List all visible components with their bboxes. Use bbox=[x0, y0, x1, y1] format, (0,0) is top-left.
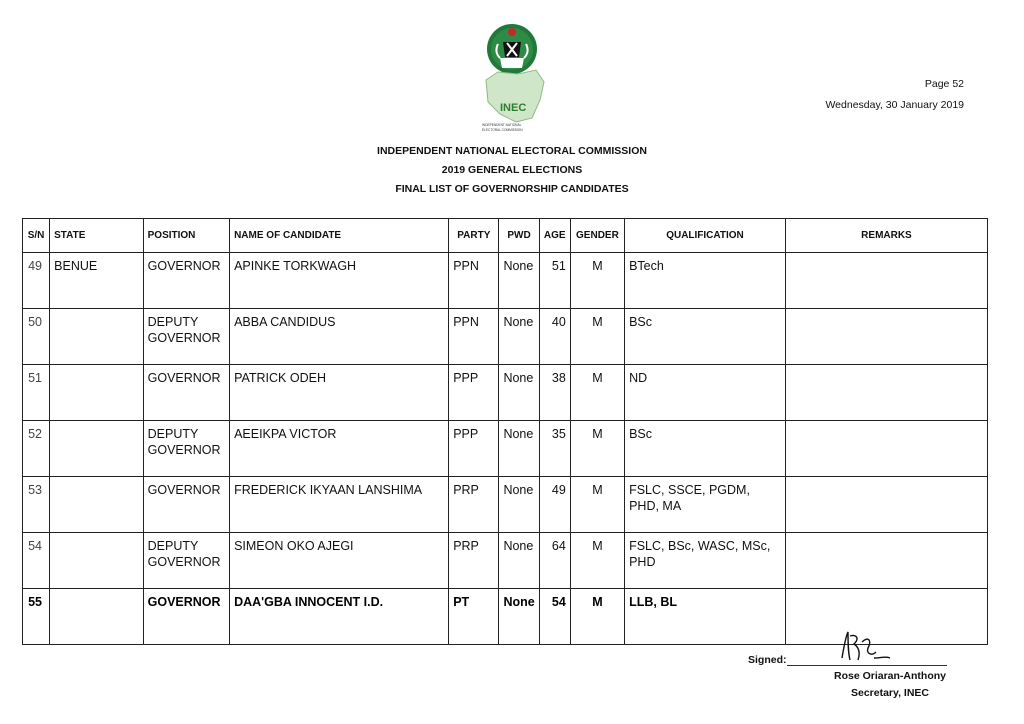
cell-party: PRP bbox=[449, 477, 499, 533]
cell-pwd: None bbox=[499, 589, 539, 645]
cell-gender: M bbox=[570, 253, 624, 309]
cell-state bbox=[50, 421, 143, 477]
cell-party: PPN bbox=[449, 309, 499, 365]
cell-gender: M bbox=[570, 477, 624, 533]
cell-sn: 52 bbox=[23, 421, 50, 477]
cell-pwd: None bbox=[499, 533, 539, 589]
page-meta bbox=[825, 74, 964, 116]
signed-label: Signed: bbox=[748, 654, 787, 666]
cell-name: DAA'GBA INNOCENT I.D. bbox=[230, 589, 449, 645]
cell-position: GOVERNOR bbox=[143, 365, 229, 421]
signer-title: Secretary, INEC bbox=[850, 687, 929, 699]
cell-party: PRP bbox=[449, 533, 499, 589]
col-header-remarks: REMARKS bbox=[785, 219, 987, 253]
cell-position: DEPUTY GOVERNOR bbox=[143, 309, 229, 365]
cell-gender: M bbox=[570, 365, 624, 421]
cell-name: ABBA CANDIDUS bbox=[230, 309, 449, 365]
cell-sn: 54 bbox=[23, 533, 50, 589]
cell-age: 40 bbox=[539, 309, 570, 365]
signer-block bbox=[780, 668, 1000, 702]
cell-state bbox=[50, 309, 143, 365]
cell-qualification: BTech bbox=[625, 253, 786, 309]
cell-party: PPN bbox=[449, 253, 499, 309]
cell-pwd: None bbox=[499, 421, 539, 477]
title-elections: 2019 GENERAL ELECTIONS bbox=[441, 164, 583, 176]
col-header-name: NAME OF CANDIDATE bbox=[230, 219, 449, 253]
cell-state bbox=[50, 477, 143, 533]
cell-sn: 53 bbox=[23, 477, 50, 533]
cell-gender: M bbox=[570, 533, 624, 589]
cell-sn: 55 bbox=[23, 589, 50, 645]
cell-party: PPP bbox=[449, 421, 499, 477]
col-header-age: AGE bbox=[539, 219, 570, 253]
cell-remarks bbox=[785, 365, 987, 421]
table-header-row bbox=[23, 219, 988, 253]
cell-name: SIMEON OKO AJEGI bbox=[230, 533, 449, 589]
cell-age: 38 bbox=[539, 365, 570, 421]
cell-name: FREDERICK IKYAAN LANSHIMA bbox=[230, 477, 449, 533]
document-title bbox=[0, 142, 1024, 199]
table-row bbox=[23, 309, 988, 365]
signature-line bbox=[787, 665, 947, 666]
table-row bbox=[23, 477, 988, 533]
title-list: FINAL LIST OF GOVERNORSHIP CANDIDATES bbox=[395, 183, 629, 195]
handwritten-signature bbox=[838, 628, 892, 668]
print-date: Wednesday, 30 January 2019 bbox=[825, 99, 964, 111]
cell-pwd: None bbox=[499, 365, 539, 421]
cell-qualification: BSc bbox=[625, 421, 786, 477]
cell-state: BENUE bbox=[50, 253, 143, 309]
cell-state bbox=[50, 533, 143, 589]
col-header-party: PARTY bbox=[449, 219, 499, 253]
cell-gender: M bbox=[570, 421, 624, 477]
cell-age: 51 bbox=[539, 253, 570, 309]
cell-remarks bbox=[785, 253, 987, 309]
cell-party: PT bbox=[449, 589, 499, 645]
cell-pwd: None bbox=[499, 477, 539, 533]
cell-state bbox=[50, 589, 143, 645]
cell-position: GOVERNOR bbox=[143, 477, 229, 533]
cell-age: 54 bbox=[539, 589, 570, 645]
cell-sn: 50 bbox=[23, 309, 50, 365]
cell-qualification: FSLC, BSc, WASC, MSc, PHD bbox=[625, 533, 786, 589]
col-header-pwd: PWD bbox=[499, 219, 539, 253]
table-row bbox=[23, 533, 988, 589]
logo-text: INEC bbox=[500, 102, 527, 114]
candidates-table bbox=[22, 218, 988, 645]
cell-pwd: None bbox=[499, 253, 539, 309]
cell-position: DEPUTY GOVERNOR bbox=[143, 533, 229, 589]
cell-remarks bbox=[785, 421, 987, 477]
cell-qualification: LLB, BL bbox=[625, 589, 786, 645]
cell-name: AEEIKPA VICTOR bbox=[230, 421, 449, 477]
title-commission: INDEPENDENT NATIONAL ELECTORAL COMMISSION bbox=[377, 145, 647, 157]
cell-name: PATRICK ODEH bbox=[230, 365, 449, 421]
cell-position: GOVERNOR bbox=[143, 253, 229, 309]
cell-qualification: FSLC, SSCE, PGDM, PHD, MA bbox=[625, 477, 786, 533]
table-row bbox=[23, 365, 988, 421]
cell-remarks bbox=[785, 309, 987, 365]
cell-sn: 51 bbox=[23, 365, 50, 421]
cell-age: 49 bbox=[539, 477, 570, 533]
cell-remarks bbox=[785, 533, 987, 589]
cell-position: GOVERNOR bbox=[143, 589, 229, 645]
cell-qualification: BSc bbox=[625, 309, 786, 365]
cell-age: 64 bbox=[539, 533, 570, 589]
cell-remarks bbox=[785, 477, 987, 533]
svg-text:ELECTORAL COMMISSION: ELECTORAL COMMISSION bbox=[482, 128, 523, 132]
cell-gender: M bbox=[570, 589, 624, 645]
cell-qualification: ND bbox=[625, 365, 786, 421]
signer-name: Rose Oriaran-Anthony bbox=[833, 670, 946, 682]
col-header-qualification: QUALIFICATION bbox=[625, 219, 786, 253]
col-header-gender: GENDER bbox=[570, 219, 624, 253]
col-header-state: STATE bbox=[50, 219, 143, 253]
cell-position: DEPUTY GOVERNOR bbox=[143, 421, 229, 477]
col-header-sn: S/N bbox=[23, 219, 50, 253]
cell-age: 35 bbox=[539, 421, 570, 477]
cell-party: PPP bbox=[449, 365, 499, 421]
cell-sn: 49 bbox=[23, 253, 50, 309]
col-header-position: POSITION bbox=[143, 219, 229, 253]
page-number: Page 52 bbox=[924, 78, 964, 90]
cell-name: APINKE TORKWAGH bbox=[230, 253, 449, 309]
cell-pwd: None bbox=[499, 309, 539, 365]
inec-logo bbox=[478, 22, 550, 140]
table-row bbox=[23, 253, 988, 309]
table-row bbox=[23, 421, 988, 477]
cell-gender: M bbox=[570, 309, 624, 365]
svg-text:INDEPENDENT NATIONAL: INDEPENDENT NATIONAL bbox=[482, 123, 522, 127]
cell-state bbox=[50, 365, 143, 421]
